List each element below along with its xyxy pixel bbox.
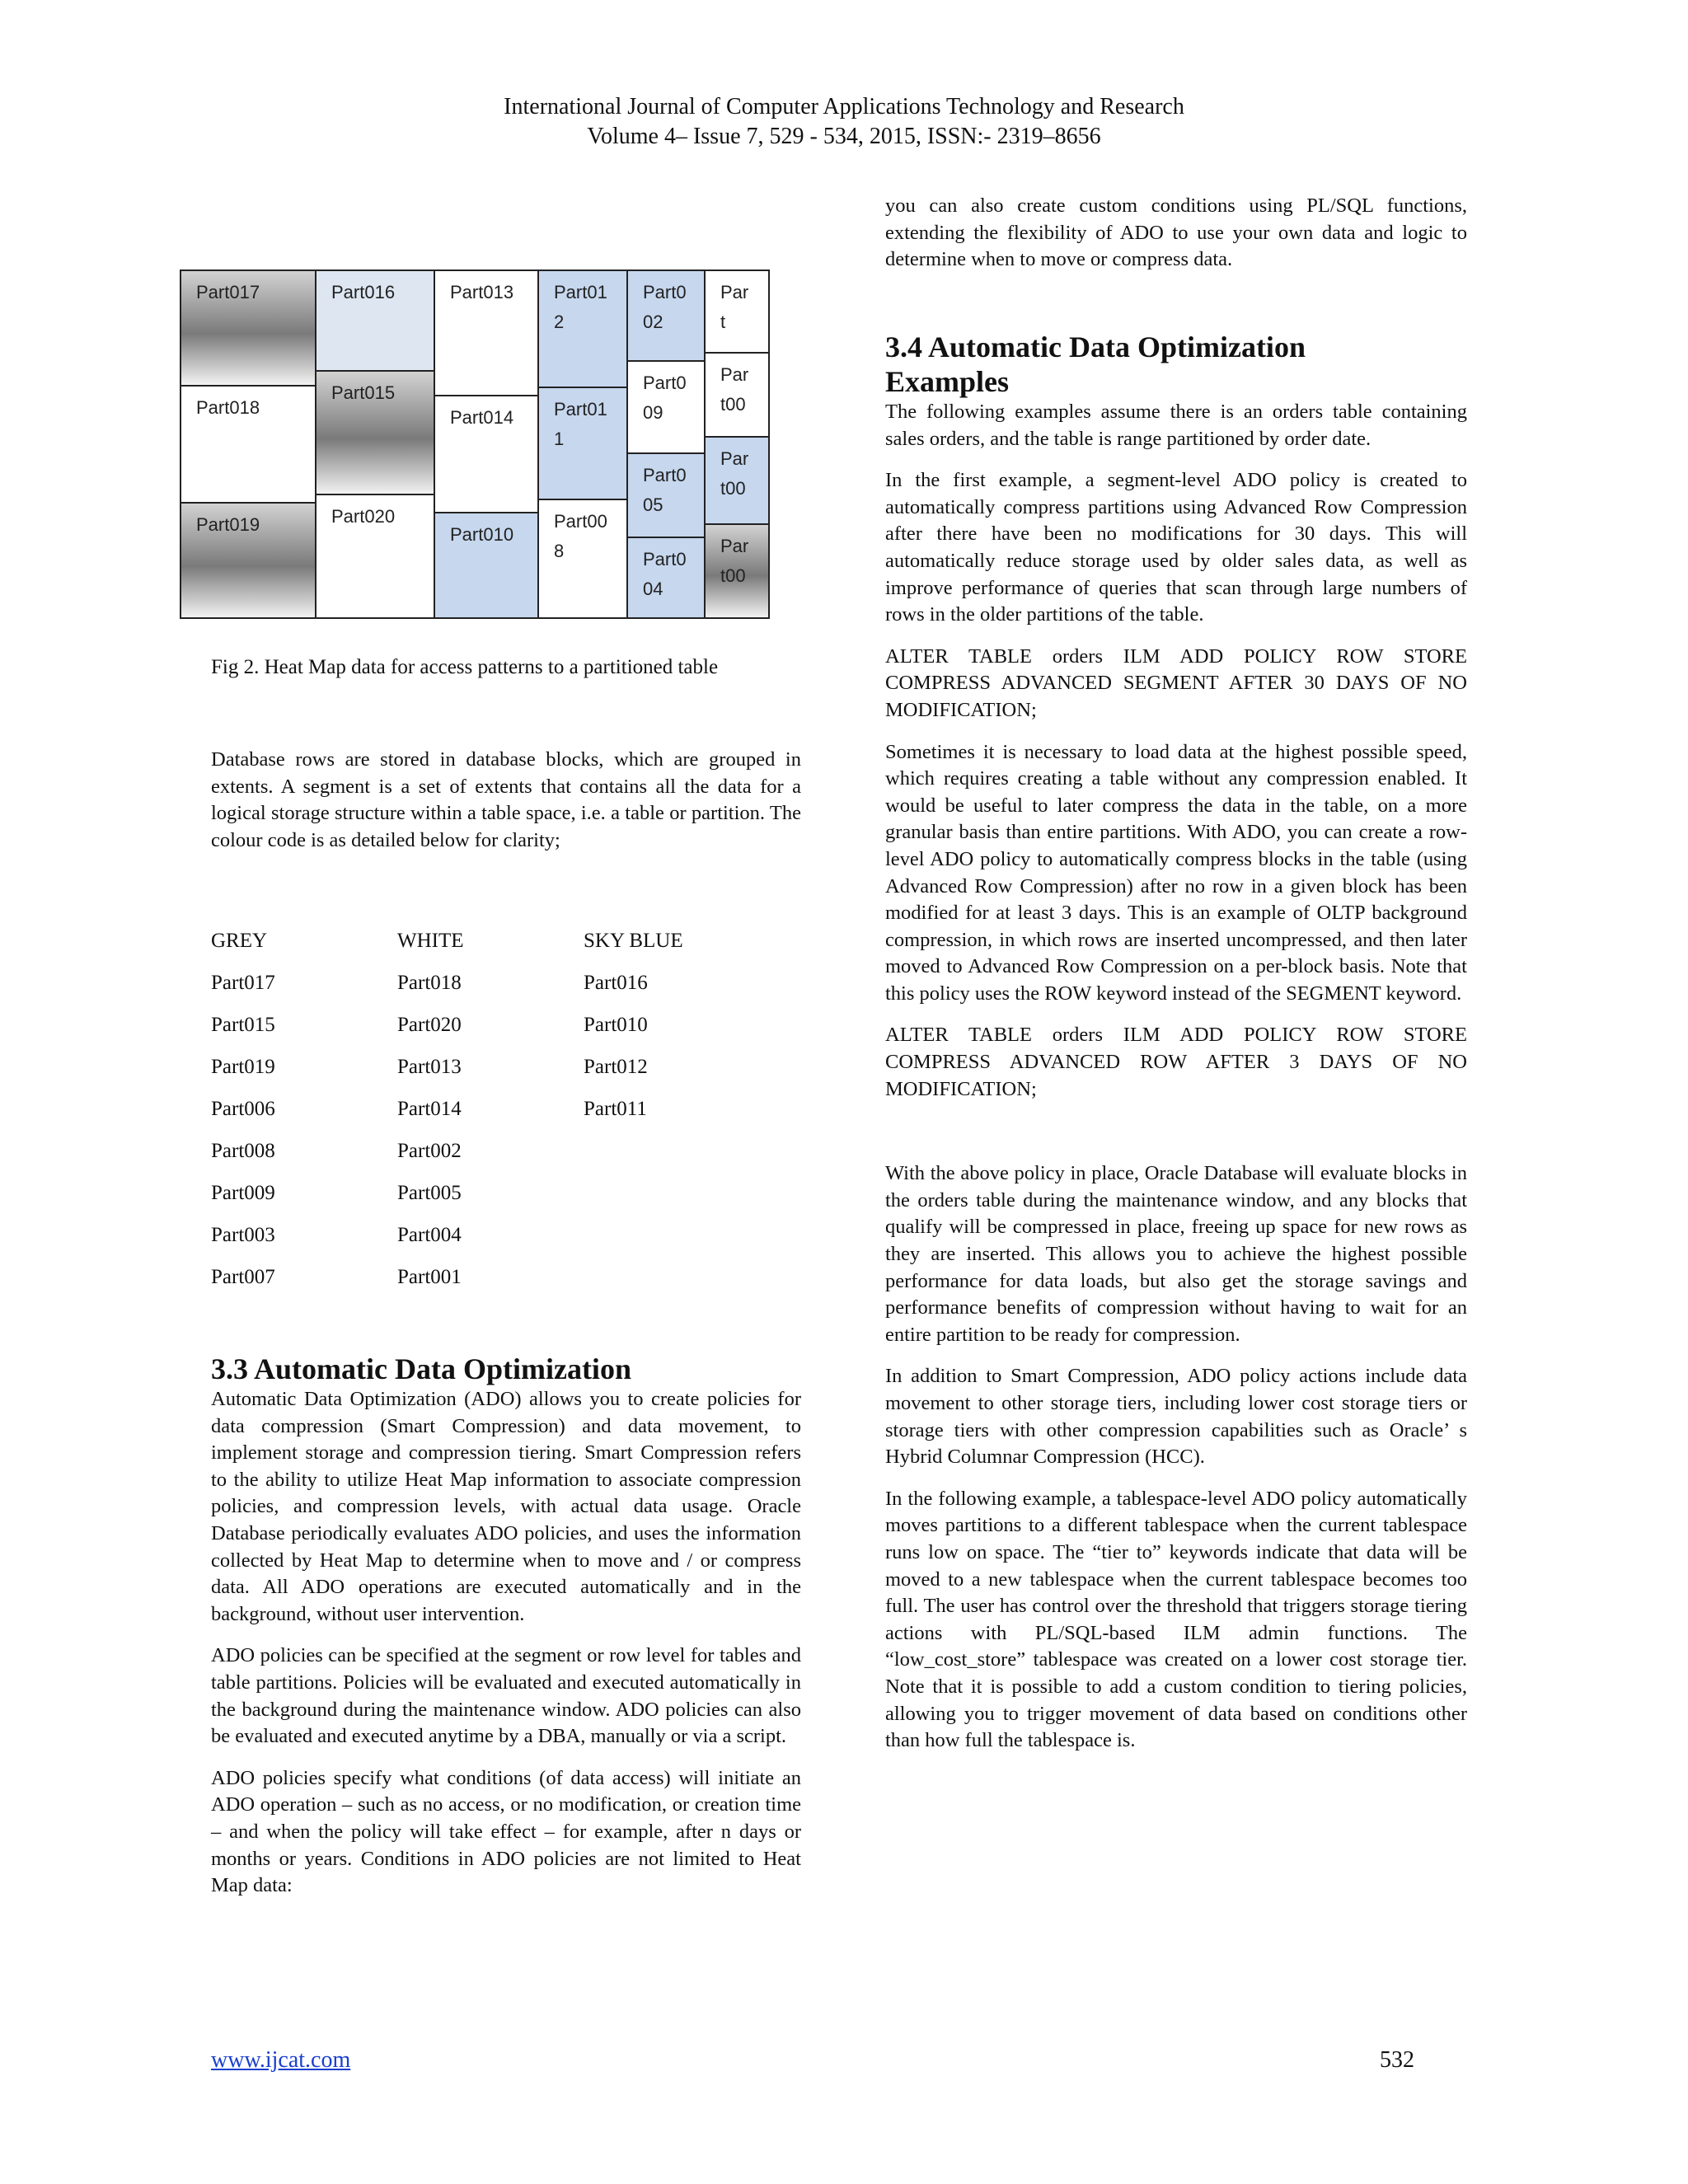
table-cell: Part003	[211, 1224, 275, 1246]
partition-cell: Part018	[180, 385, 316, 504]
intro-paragraph: Database rows are stored in database blocks, which are grouped in extents. A segment is a set of extents that contains all the data for a logical storage structure within a table space, i.e. a table or partition. The colour code is as detailed below for clarity;	[211, 748, 801, 851]
table-row	[211, 1098, 770, 1140]
column-header: SKY BLUE	[584, 930, 683, 952]
left-intro	[211, 747, 801, 869]
figure-caption: Fig 2. Heat Map data for access patterns to a partitioned table	[211, 656, 719, 678]
sql-statement: ALTER TABLE orders ILM ADD POLICY ROW STORE COMPRESS ADVANCED ROW AFTER 3 DAYS OF NO MODIFICATION;	[885, 1024, 1467, 1100]
partition-cell: Part	[704, 269, 770, 354]
table-row	[211, 1014, 770, 1056]
body-paragraph: In the following example, a tablespace-level ADO policy automatically moves partitions to a different tablespace when the current tablespace runs low on space. The “tier to” keywords indicate that data will be moved to a new tablespace when the current tablespace becomes too full. The user has control over the threshold that triggers storage tiering actions with PL/SQL-based ILM admin functions. The “low_cost_store” tablespace was created on a lower cost storage tier. Note that it is possible to add a custom condition to tiering policies, allowing you to trigger movement of data based on conditions other than how full the tablespace is.	[885, 1487, 1467, 1752]
table-cell: Part012	[584, 1056, 648, 1078]
table-cell: Part013	[397, 1056, 462, 1078]
table-cell: Part018	[397, 972, 462, 994]
table-cell: Part006	[211, 1098, 275, 1120]
section-3-3	[211, 1352, 801, 1915]
table-cell: Part016	[584, 972, 648, 994]
page-number: 532	[1380, 2047, 1414, 2073]
partition-cell: Part019	[180, 502, 316, 619]
journal-website-link[interactable]: www.ijcat.com	[211, 2047, 351, 2073]
right-continuation	[885, 193, 1467, 288]
table-cell: Part002	[397, 1140, 462, 1162]
table-cell: Part001	[397, 1266, 462, 1288]
table-cell: Part007	[211, 1266, 275, 1288]
body-paragraph: Sometimes it is necessary to load data at the highest possible speed, which requires creating a table without any compression enabled. It would be useful to later compress the data in the table, on a more granular basis than entire partitions. With ADO, you can create a row-level ADO policy to automatically compress blocks in the table (using Advanced Row Compression) after no row in a given block has been modified for at least 3 days. This is an example of OLTP background compression, in which rows are inserted uncompressed, and then later moved to Advanced Row Compression on a per-block basis. Note that this policy uses the ROW keyword instead of the SEGMENT keyword.	[885, 740, 1467, 1005]
partition-cell: Part020	[315, 494, 435, 619]
table-cell: Part005	[397, 1182, 462, 1204]
partition-cell: Part00	[704, 436, 770, 525]
table-row	[211, 972, 770, 1014]
partition-cell: Part011	[537, 387, 628, 500]
partition-cell: Part010	[434, 512, 539, 619]
heat-map-figure	[180, 269, 770, 619]
partition-cell: Part016	[315, 269, 435, 372]
partition-cell: Part015	[315, 370, 435, 495]
partition-cell: Part009	[626, 360, 706, 454]
table-row	[211, 1266, 770, 1308]
journal-title: International Journal of Computer Applications Technology and Research	[504, 94, 1184, 120]
body-paragraph: Automatic Data Optimization (ADO) allows you to create policies for data compression (Smart Compression) and data movement, to implement storage and compression tiering. Smart Compression refers to the ability to utilize Heat Map information to associate compression policies, and compression levels, with actual data usage. Oracle Database periodically evaluates ADO policies, and uses the information collected by Heat Map to determine when to move and / or compress data. All ADO operations are executed automatically and in the background, without user intervention.	[211, 1388, 801, 1625]
partition-cell: Part004	[626, 537, 706, 619]
table-cell: Part009	[211, 1182, 275, 1204]
body-paragraph: In the first example, a segment-level ADO policy is created to automatically compress partitions using Advanced Row Compression after there have been no modifications for 30 days. This will automatically reduce storage used by older sales data, as well as improve performance of queries that scan through large numbers of rows in the older partitions of the table.	[885, 469, 1467, 626]
body-paragraph: With the above policy in place, Oracle Database will evaluate blocks in the orders table during the maintenance window, and any blocks that qualify will be compressed in place, freeing up space for new rows as they are inserted. This allows you to achieve the highest possible performance for data loads, but also get the storage savings and performance benefits of compression without having to wait for an entire partition to be ready for compression.	[885, 1162, 1467, 1346]
partition-cell: Part017	[180, 269, 316, 387]
body-paragraph: you can also create custom conditions using PL/SQL functions, extending the flexibility of ADO to use your own data and logic to determine when to move or compress data.	[885, 194, 1467, 271]
table-cell: Part020	[397, 1014, 462, 1036]
section-heading: 3.3 Automatic Data Optimization	[211, 1352, 631, 1385]
body-paragraph: ADO policies specify what conditions (of data access) will initiate an ADO operation – such as no access, or no modification, or creation time – and when the policy will take effect – for example, after n days or months or years. Conditions in ADO policies are not limited to Heat Map data:	[211, 1766, 801, 1897]
table-row	[211, 1182, 770, 1224]
body-paragraph: ADO policies can be specified at the segment or row level for tables and table partitions. Policies will be evaluated and executed automatically in the background during the maintenance window. ADO policies can also be evaluated and executed anytime by a DBA, manually or via a script.	[211, 1644, 801, 1748]
table-cell: Part017	[211, 972, 275, 994]
partition-cell: Part00	[704, 523, 770, 619]
table-cell: Part011	[584, 1098, 647, 1120]
section-heading: 3.4 Automatic Data Optimization	[885, 330, 1306, 363]
partition-cell: Part013	[434, 269, 539, 396]
column-header: GREY	[211, 930, 268, 952]
partition-cell: Part012	[537, 269, 628, 388]
partition-cell: Part014	[434, 395, 539, 513]
journal-volume: Volume 4– Issue 7, 529 - 534, 2015, ISSN:- 2319–8656	[587, 124, 1101, 149]
table-cell: Part010	[584, 1014, 648, 1036]
table-cell: Part015	[211, 1014, 275, 1036]
column-header: WHITE	[397, 930, 464, 952]
color-code-table	[211, 930, 770, 1308]
partition-cell: Part002	[626, 269, 706, 362]
partition-cell: Part008	[537, 499, 628, 619]
table-row	[211, 1224, 770, 1266]
table-row	[211, 1056, 770, 1098]
section-heading-continued: Examples	[885, 365, 1010, 398]
table-cell: Part008	[211, 1140, 275, 1162]
body-paragraph: The following examples assume there is an orders table containing sales orders, and the table is range partitioned by order date.	[885, 401, 1467, 450]
partition-cell: Part005	[626, 452, 706, 538]
table-cell: Part014	[397, 1098, 462, 1120]
table-cell: Part004	[397, 1224, 462, 1246]
table-header-row	[211, 930, 770, 972]
table-cell: Part019	[211, 1056, 275, 1078]
table-row	[211, 1140, 770, 1182]
partition-cell: Part00	[704, 352, 770, 438]
sql-statement: ALTER TABLE orders ILM ADD POLICY ROW STORE COMPRESS ADVANCED SEGMENT AFTER 30 DAYS OF NO MODIFICATION;	[885, 644, 1467, 721]
section-3-4	[885, 330, 1467, 1769]
body-paragraph: In addition to Smart Compression, ADO policy actions include data movement to other storage tiers, including lower cost storage tiers or storage tiers with other compression capabilities such as Oracle’ s Hybrid Columnar Compression (HCC).	[885, 1365, 1467, 1469]
